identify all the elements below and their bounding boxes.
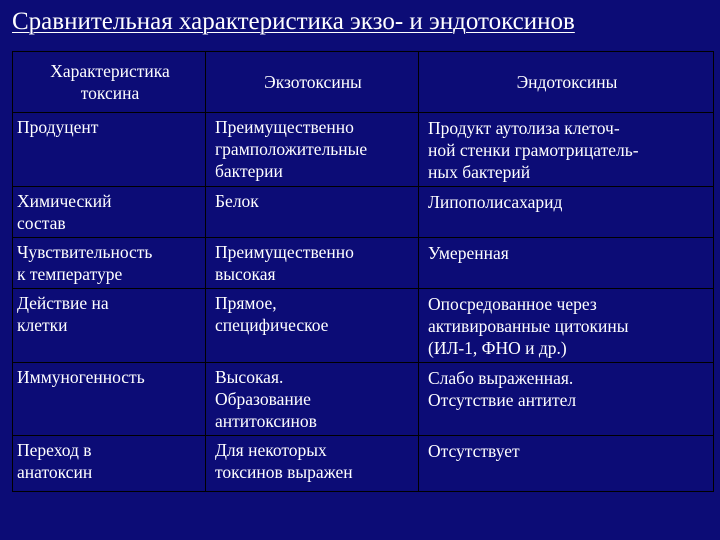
slide-title: Сравнительная характеристика экзо- и эндотоксинов — [12, 8, 575, 35]
cell-exotoxin: Преимущественно грамположительные бактерии — [206, 113, 419, 187]
cell-endotoxin: Слабо выраженная. Отсутствие антител — [419, 363, 714, 436]
cell-endotoxin: Умеренная — [419, 238, 714, 289]
header-property: Характеристика токсина — [13, 52, 206, 113]
cell-endotoxin: Опосредованное через активированные цитокины (ИЛ-1, ФНО и др.) — [419, 289, 714, 363]
cell-property: Химический состав — [13, 187, 206, 238]
table-row-anatoxin-conversion — [13, 436, 714, 492]
cell-exotoxin: Прямое, специфическое — [206, 289, 419, 363]
comparison-table — [12, 51, 714, 492]
cell-property: Продуцент — [13, 113, 206, 187]
cell-exotoxin: Белок — [206, 187, 419, 238]
cell-property: Чувствительность к температуре — [13, 238, 206, 289]
cell-exotoxin: Преимущественно высокая — [206, 238, 419, 289]
table-row-cell-action — [13, 289, 714, 363]
cell-property: Действие на клетки — [13, 289, 206, 363]
cell-exotoxin: Высокая. Образование антитоксинов — [206, 363, 419, 436]
cell-exotoxin: Для некоторых токсинов выражен — [206, 436, 419, 492]
table-row-immunogenicity — [13, 363, 714, 436]
cell-endotoxin: Липополисахарид — [419, 187, 714, 238]
cell-endotoxin: Отсутствует — [419, 436, 714, 492]
header-exotoxins: Экзотоксины — [206, 52, 419, 113]
table-row-chemical-composition — [13, 187, 714, 238]
cell-endotoxin: Продукт аутолиза клеточ- ной стенки грамотрицатель- ных бактерий — [419, 113, 714, 187]
table-header-row — [13, 52, 714, 113]
header-endotoxins: Эндотоксины — [419, 52, 714, 113]
table-row-producer — [13, 113, 714, 187]
cell-property: Иммуногенность — [13, 363, 206, 436]
cell-property: Переход в анатоксин — [13, 436, 206, 492]
table-row-temperature-sensitivity — [13, 238, 714, 289]
